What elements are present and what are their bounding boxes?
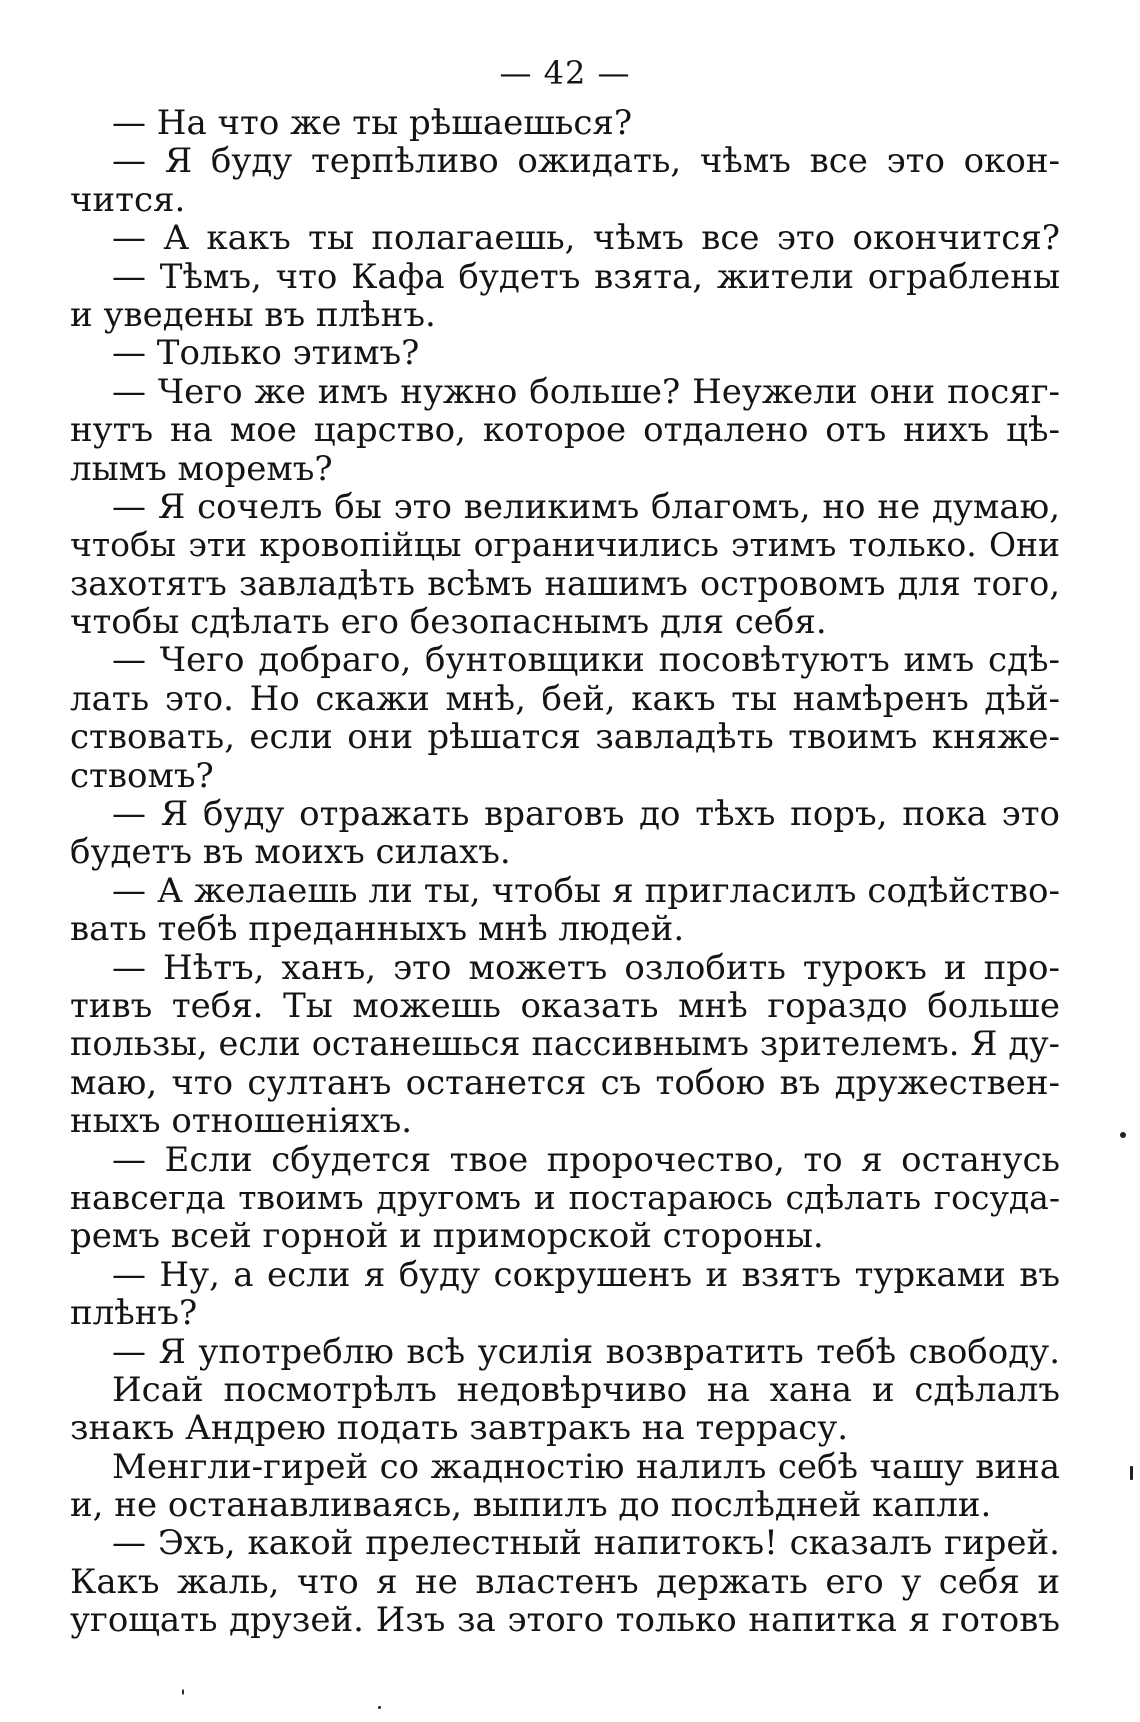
text-line: — Тѣмъ, что Кафа будетъ взята, жители ограблены: [112, 256, 1060, 297]
text-line: — А какъ ты полагаешь, чѣмъ все это окончится?: [112, 218, 1060, 259]
text-line: и уведены въ плѣнъ.: [70, 294, 436, 335]
text-line: чится.: [70, 179, 186, 220]
text-line: — А желаешь ли ты, чтобы я пригласилъ содѣйство-: [112, 870, 1060, 911]
text-line: — Эхъ, какой прелестный напитокъ! сказалъ гирей.: [112, 1523, 1060, 1564]
text-line: нутъ на мое царство, которое отдалено отъ нихъ цѣ-: [70, 410, 1060, 451]
text-line: Исай посмотрѣлъ недовѣрчиво на хана и сдѣлалъ: [112, 1369, 1060, 1410]
text-line: — Чего добраго, бунтовщики посовѣтуютъ имъ сдѣ-: [112, 640, 1060, 681]
text-line: — Ну, а если я буду сокрушенъ и взятъ турками въ: [112, 1254, 1060, 1295]
text-line: маю, что султанъ останется съ тобою въ дружествен-: [70, 1062, 1060, 1103]
text-line: — Чего же имъ нужно больше? Неужели они посяг-: [112, 371, 1060, 412]
text-line: ствовать, если они рѣшатся завладѣть твоимъ княже-: [70, 717, 1060, 758]
text-line: угощать друзей. Изъ за этого только напитка я готовъ: [70, 1600, 1060, 1641]
text-line: знакъ Андрею подать завтракъ на террасу.: [70, 1408, 849, 1449]
text-line: Менгли-гирей со жадностію налилъ себѣ чашу вина: [112, 1446, 1060, 1487]
text-line: — Я буду терпѣливо ожидать, чѣмъ все это окон-: [112, 141, 1060, 182]
text-line: — На что же ты рѣшаешься?: [112, 103, 633, 143]
scan-speck: [1120, 1132, 1126, 1138]
text-line: лымъ моремъ?: [70, 448, 333, 489]
scan-speck: [378, 1706, 381, 1709]
text-line: чтобы сдѣлать его безопаснымъ для себя.: [70, 602, 827, 643]
text-line: — Нѣтъ, ханъ, это можетъ озлобить турокъ и про-: [112, 947, 1060, 988]
text-line: и, не останавливаясь, выпилъ до послѣдней капли.: [70, 1485, 992, 1526]
text-line: чтобы эти кровопійцы ограничились этимъ только. Они: [70, 525, 1060, 565]
text-line: захотятъ завладѣть всѣмъ нашимъ островомъ для того,: [70, 563, 1060, 603]
text-line: — Я употреблю всѣ усилія возвратить тебѣ свободу.: [112, 1331, 1060, 1372]
text-line: пользы, если останешься пассивнымъ зрителемъ. Я ду-: [70, 1024, 1060, 1064]
page-number: — 42 —: [499, 54, 631, 92]
text-line: ствомъ?: [70, 755, 214, 796]
text-line: ныхъ отношеніяхъ.: [70, 1101, 413, 1142]
text-line: тивъ тебя. Ты можешь оказать мнѣ гораздо больше: [70, 985, 1060, 1026]
text-line: — Если сбудется твое пророчество, то я останусь: [112, 1139, 1060, 1180]
scan-speck: [1130, 1466, 1133, 1480]
text-line: — Только этимъ?: [112, 333, 420, 374]
text-line: ремъ всей горной и приморской стороны.: [70, 1216, 824, 1257]
text-line: — Я буду отражать враговъ до тѣхъ поръ, пока это: [112, 794, 1060, 835]
text-line: плѣнъ?: [70, 1293, 198, 1334]
text-line: — Я сочелъ бы это великимъ благомъ, но не думаю,: [112, 486, 1060, 527]
text-line: Какъ жаль, что я не властенъ держать его у себя и: [70, 1561, 1060, 1602]
text-line: будетъ въ моихъ силахъ.: [70, 832, 511, 873]
body-text: [70, 104, 1060, 1640]
scan-speck: [182, 1689, 184, 1695]
text-line: вать тебѣ преданныхъ мнѣ людей.: [70, 909, 685, 950]
text-line: лать это. Но скажи мнѣ, бей, какъ ты намѣренъ дѣй-: [70, 678, 1060, 719]
page-content: [70, 50, 1060, 1640]
text-line: навсегда твоимъ другомъ и постараюсь сдѣлать госуда-: [70, 1177, 1060, 1217]
